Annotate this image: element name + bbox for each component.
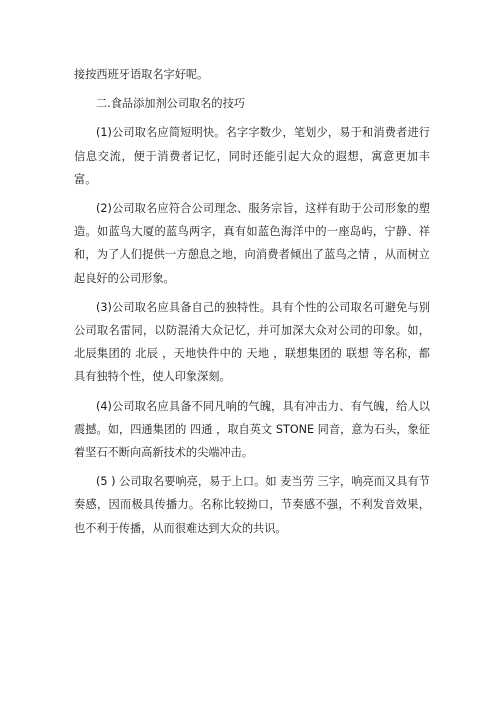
paragraph-tip-3: (3)公司取名应具备自己的独特性。具有个性的公司取名可避免与别公司取名雷同，以防混淆大众记忆，并可加深大众对公司的印象。如，北辰集团的 北辰 ，天地快件中的 天地 ，联想集团的 联想 等名称，都具有独特个性，使人印象深刻。 <box>74 300 430 384</box>
document-body <box>74 63 430 546</box>
paragraph-tip-5: (5 ) 公司取名要响亮，易于上口。如 麦当劳 三字，响亮而又具有节奏感，因而极具传播力。名称比较拗口，节奏感不强，不利发音效果，也不利于传播，从而很难达到大众的共识。 <box>74 475 430 535</box>
section-heading: 二.食品添加剂公司取名的技巧 <box>96 97 245 111</box>
paragraph-tip-2: (2)公司取名应符合公司理念、服务宗旨，这样有助于公司形象的塑造。如蓝鸟大厦的蓝鸟两字，真有如蓝色海洋中的一座岛屿，宁静、祥和，为了人们提供一方憩息之地，向消费者倾出了蓝鸟之情 ，从而树立起良好的公司形象。 <box>74 202 430 285</box>
paragraph-continuation: 接按西班牙语取名字好呢。 <box>74 68 209 81</box>
paragraph-tip-4: (4)公司取名应具备不同凡响的气魄，具有冲击力、有气魄，给人以震撼。如，四通集团的 四通 ，取自英文 STONE 同音，意为石头，象征着坚石不断向高新技术的尖端冲击。 <box>74 399 430 460</box>
paragraph-tip-1: (1)公司取名应简短明快。名字字数少，笔划少，易于和消费者进行信息交流，便于消费者记忆，同时还能引起大众的遐想，寓意更加丰富。 <box>74 126 430 186</box>
